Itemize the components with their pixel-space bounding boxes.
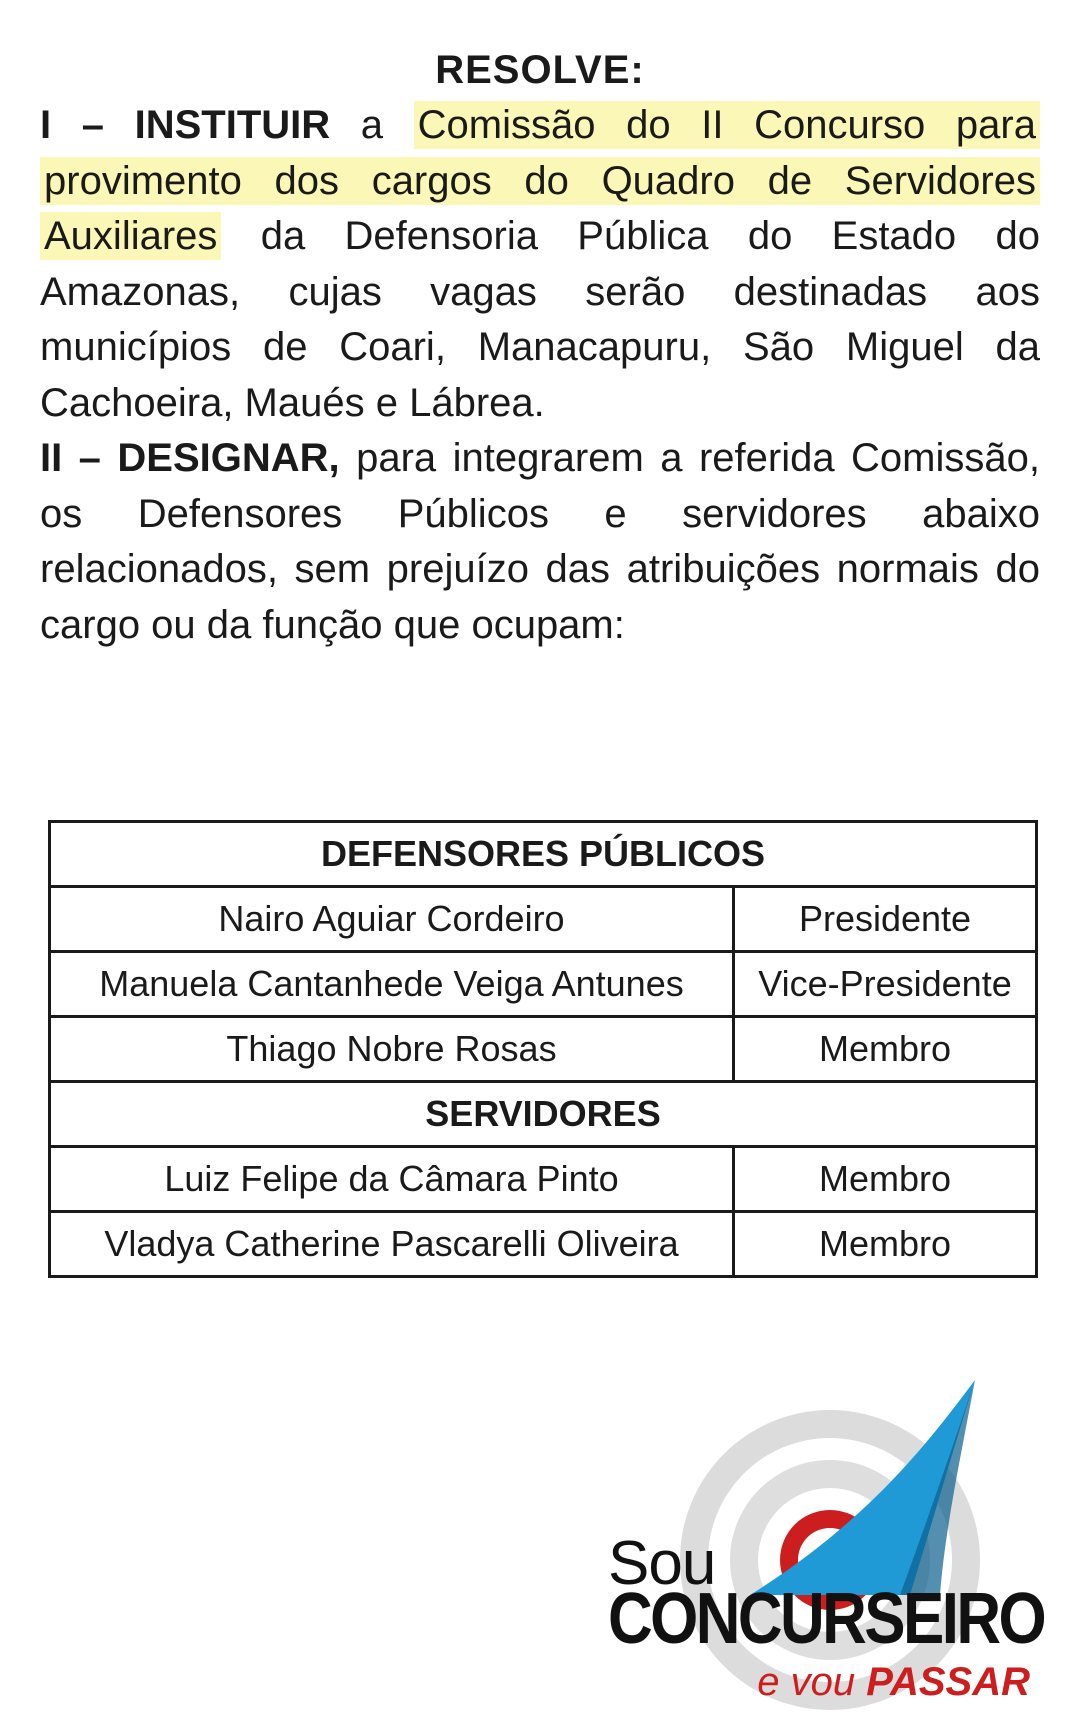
item-ii-label: II – DESIGNAR, (40, 436, 340, 480)
table-row (50, 1017, 1037, 1082)
table-row (50, 1212, 1037, 1277)
logo-sou-text: Sou (608, 1529, 716, 1598)
member-role: Membro (734, 1147, 1037, 1212)
item-i-paragraph (40, 98, 1040, 431)
logo-tag-small: e vou (757, 1660, 856, 1704)
section-defensores: DEFENSORES PÚBLICOS (50, 822, 1037, 887)
resolve-heading: RESOLVE: (435, 48, 645, 92)
section-servidores: SERVIDORES (50, 1082, 1037, 1147)
table-row (50, 952, 1037, 1017)
logo-tag-big: PASSAR (866, 1660, 1030, 1704)
member-name: Thiago Nobre Rosas (50, 1017, 734, 1082)
logo-main-text: CONCURSEIRO (608, 1579, 1045, 1659)
member-name: Luiz Felipe da Câmara Pinto (50, 1147, 734, 1212)
item-ii-rest: para integrarem a referida Comissão, os Defensores Públicos e servidores abaixo relacionados, sem prejuízo das atribuições normais do cargo ou da função que ocupam: (40, 436, 1040, 647)
member-role: Presidente (734, 887, 1037, 952)
member-role: Vice-Presidente (734, 952, 1037, 1017)
table-section-row (50, 822, 1037, 887)
item-i-rest: da Defensoria Pública do Estado do Amazonas, cujas vagas serão destinadas aos municípios de Coari, Manacapuru, São Miguel da Cachoeira, Maués e Lábrea. (40, 214, 1040, 425)
document-body (40, 48, 1040, 653)
member-name: Manuela Cantanhede Veiga Antunes (50, 952, 734, 1017)
item-ii-paragraph (40, 431, 1040, 653)
member-name: Vladya Catherine Pascarelli Oliveira (50, 1212, 734, 1277)
table-row (50, 887, 1037, 952)
table-row (50, 1147, 1037, 1212)
member-role: Membro (734, 1017, 1037, 1082)
member-name: Nairo Aguiar Cordeiro (50, 887, 734, 952)
item-i-label: I – INSTITUIR (40, 103, 331, 147)
member-role: Membro (734, 1212, 1037, 1277)
table-section-row (50, 1082, 1037, 1147)
highlighted-commission-text: Comissão do II Concurso para provimento dos cargos do Quadro de Servidores Auxiliares (40, 101, 1040, 260)
members-table (48, 820, 1038, 1278)
item-i-pre: a (330, 103, 414, 147)
logo-tagline (757, 1660, 1030, 1705)
sou-concurseiro-logo (600, 1380, 1060, 1720)
